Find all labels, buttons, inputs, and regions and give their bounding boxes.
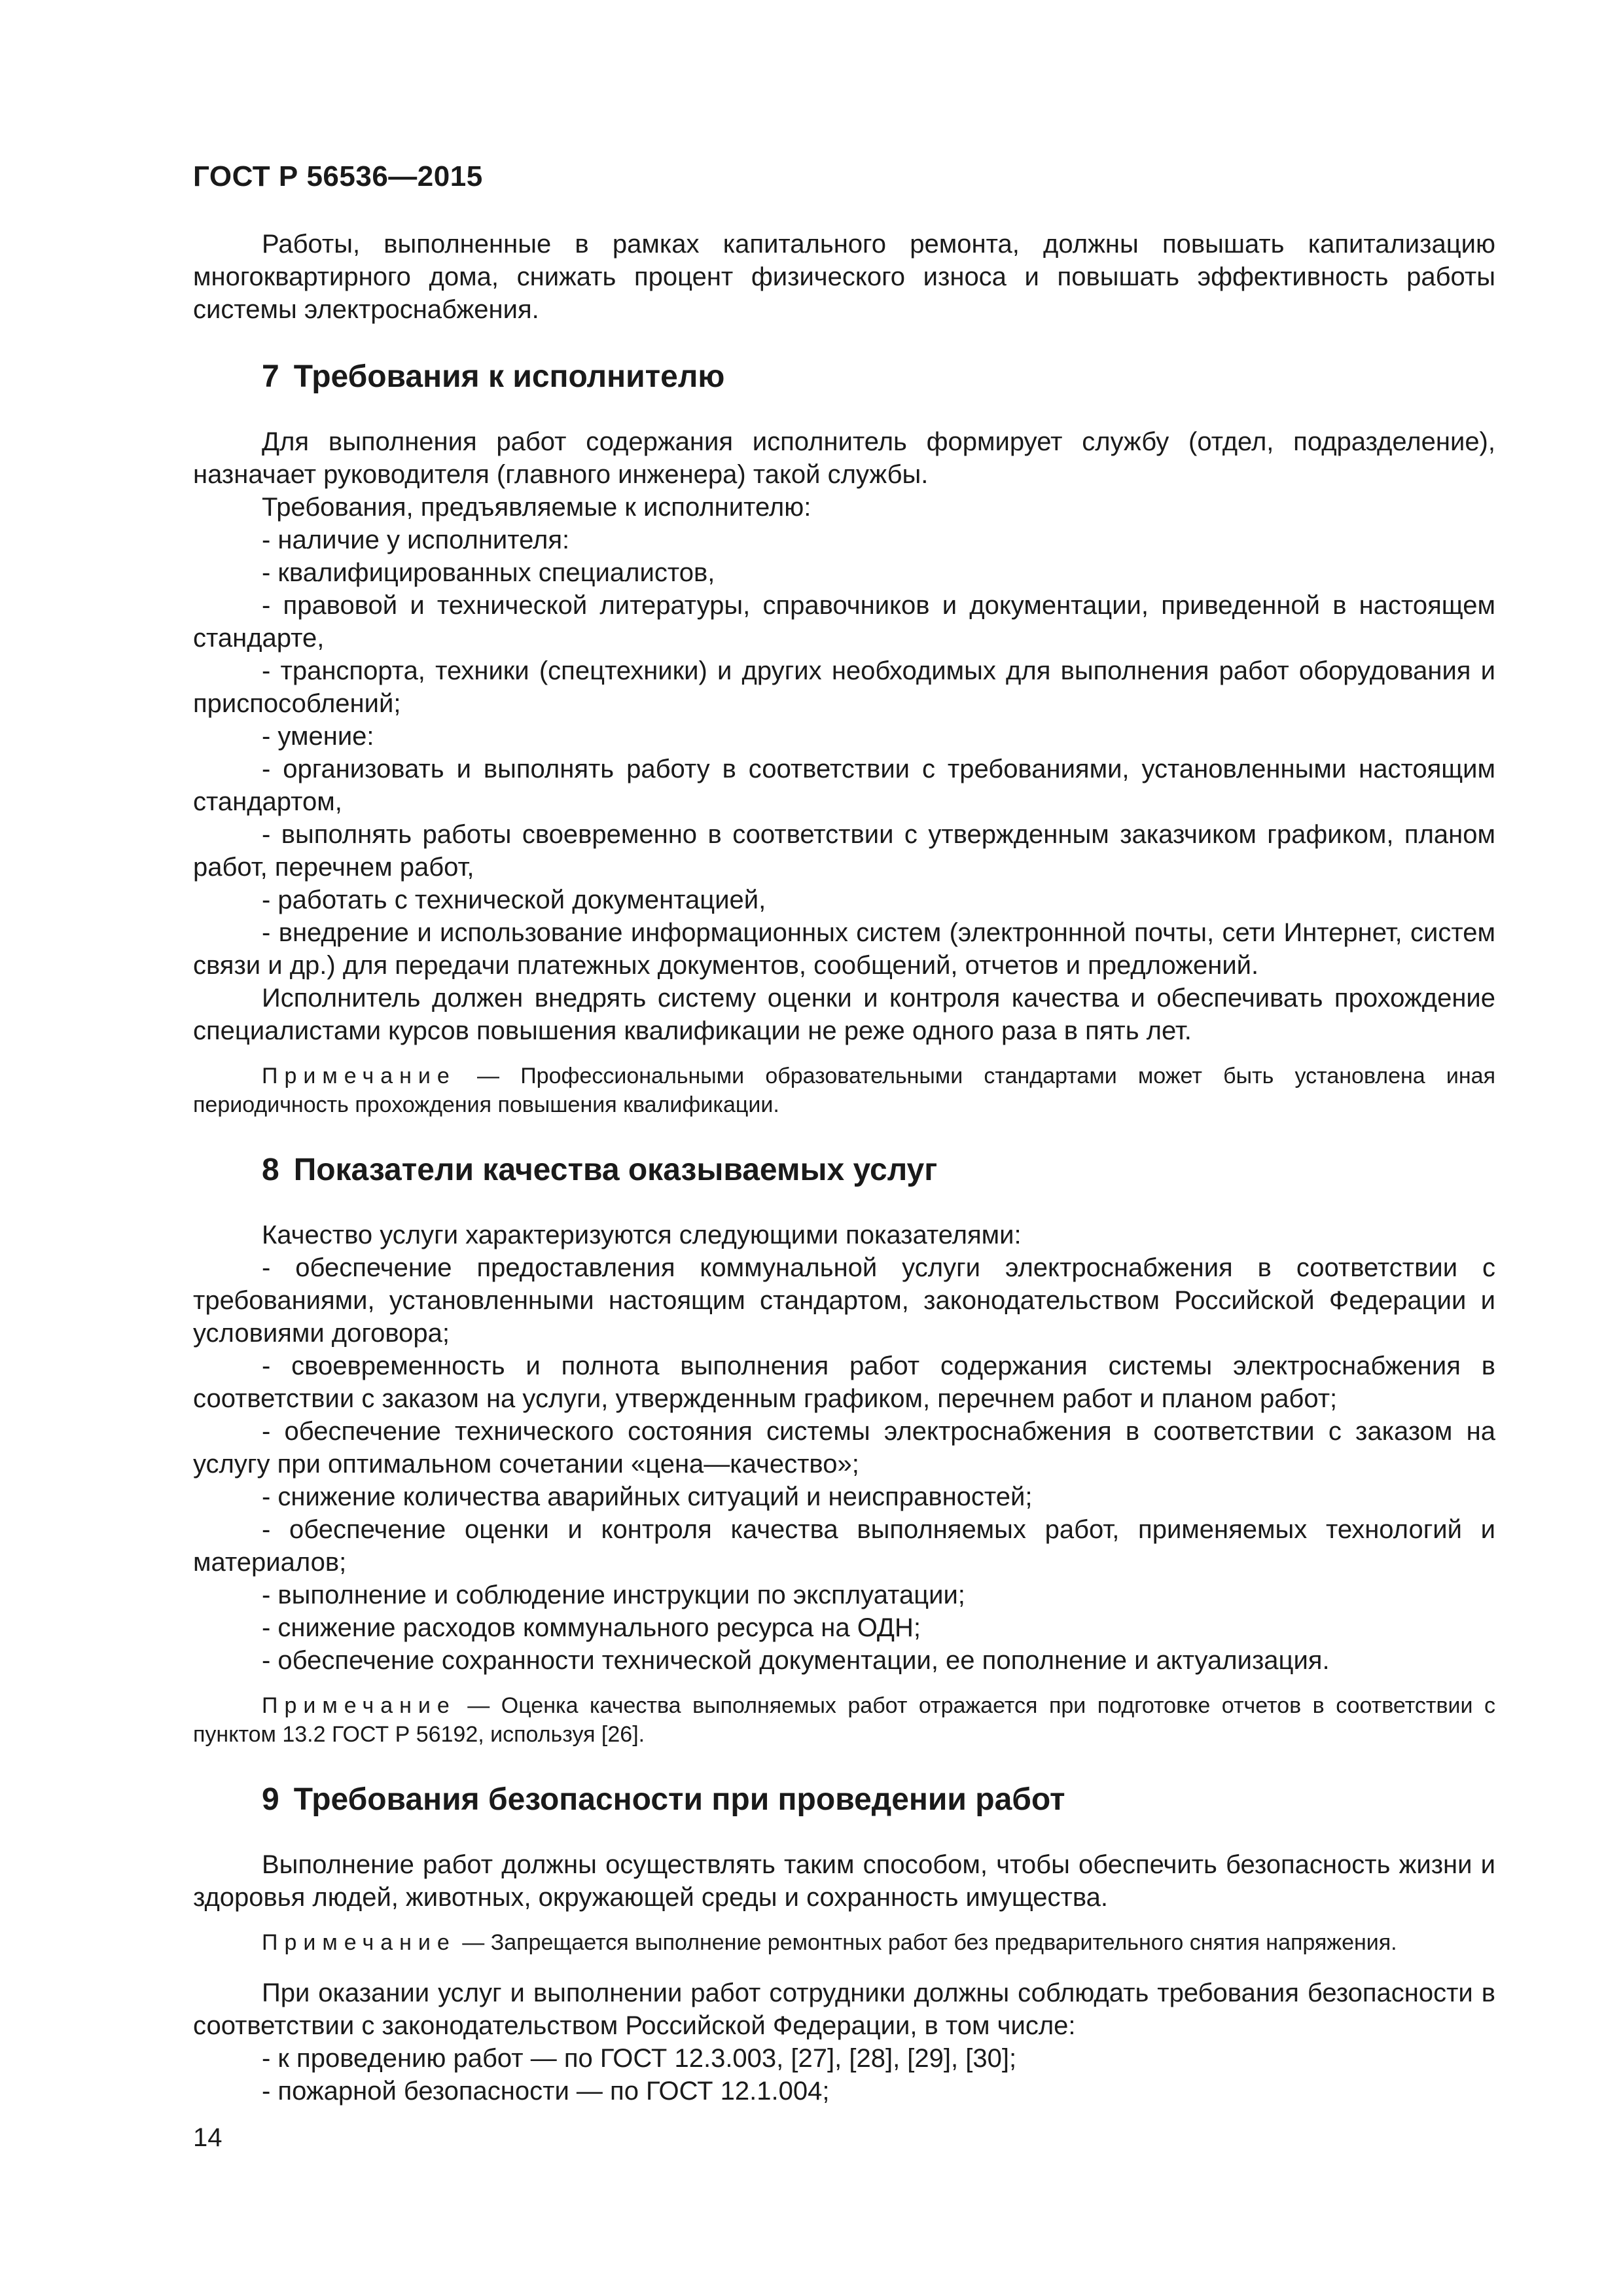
section-8-heading	[262, 1151, 1495, 1190]
list-item: - своевременность и полнота выполнения работ содержания системы электроснабжения в соответствии с заказом на услуги, утвержденным графиком, перечнем работ и планом работ;	[193, 1352, 1495, 1413]
note-label: Примечание	[262, 1693, 456, 1718]
paragraph: Исполнитель должен внедрять систему оценки и контроля качества и обеспечивать прохождение специалистами курсов повышения квалификации не реже одного раза в пять лет.	[193, 984, 1495, 1045]
document-body	[193, 228, 1495, 2108]
list-item: - организовать и выполнять работу в соответствии с требованиями, установленными настоящим стандартом,	[193, 755, 1495, 816]
section-title: Требования безопасности при проведении работ	[293, 1782, 1065, 1817]
paragraph: Для выполнения работ содержания исполнитель формирует службу (отдел, подразделение), назначает руководителя (главного инженера) такой службы.	[193, 427, 1495, 489]
list-item: - внедрение и использование информационных систем (электроннной почты, сети Интернет, систем связи и др.) для передачи платежных документов, сообщений, отчетов и предложений.	[193, 918, 1495, 980]
list-item: - обеспечение предоставления коммунальной услуги электроснабжения в соответствии с требованиями, установленными настоящим стандартом, законодательством Российской Федерации и условиями договора;	[193, 1253, 1495, 1348]
section-7-note	[193, 1062, 1495, 1119]
list-item: - обеспечение оценки и контроля качества выполняемых работ, применяемых технологий и материалов;	[193, 1515, 1495, 1577]
paragraph: При оказании услуг и выполнении работ сотрудники должны соблюдать требования безопасности в соответствии с законодательством Российской Федерации, в том числе:	[193, 1979, 1495, 2040]
intro-paragraph: Работы, выполненные в рамках капитального ремонта, должны повышать капитализацию многоквартирного дома, снижать процент физического износа и повышать эффективность работы системы электроснабжения.	[193, 230, 1495, 324]
list-item: - выполнять работы своевременно в соответствии с утвержденным заказчиком графиком, планом работ, перечнем работ,	[193, 820, 1495, 882]
paragraph: Требования, предъявляемые к исполнителю:	[262, 493, 812, 522]
note-text: — Запрещается выполнение ремонтных работ без предварительного снятия напряжения.	[455, 1930, 1397, 1955]
note-label: Примечание	[262, 1064, 456, 1088]
list-item: - правовой и технической литературы, справочников и документации, приведенной в настоящем стандарте,	[193, 591, 1495, 653]
list-item: - работать с технической документацией,	[262, 886, 766, 914]
note-text: — Оценка качества выполняемых работ отражается при подготовке отчетов в соответствии с пунктом 13.2 ГОСТ Р 56192, используя [26].	[193, 1693, 1495, 1747]
section-7-heading	[262, 357, 1495, 397]
section-number: 8	[262, 1153, 279, 1187]
list-item: - квалифицированных специалистов,	[262, 558, 715, 587]
section-title: Показатели качества оказываемых услуг	[293, 1153, 938, 1187]
section-9-heading	[262, 1780, 1495, 1820]
spacer	[193, 1957, 1495, 1977]
list-item: - обеспечение сохранности технической документации, ее пополнение и актуализация.	[262, 1646, 1330, 1675]
section-number: 9	[262, 1782, 279, 1817]
paragraph: Выполнение работ должны осуществлять таким способом, чтобы обеспечить безопасность жизни и здоровья людей, животных, окружающей среды и сохранность имущества.	[193, 1850, 1495, 1912]
list-item: - наличие у исполнителя:	[262, 526, 570, 554]
list-item: - к проведению работ — по ГОСТ 12.3.003, [27], [28], [29], [30];	[262, 2044, 1017, 2073]
list-item: - снижение количества аварийных ситуаций и неисправностей;	[262, 1482, 1033, 1511]
document-header: ГОСТ Р 56536—2015	[193, 160, 483, 192]
list-item: - пожарной безопасности — по ГОСТ 12.1.004;	[262, 2077, 830, 2106]
section-title: Требования к исполнителю	[293, 359, 725, 394]
note-text: — Профессиональными образовательными стандартами может быть установлена иная периодичность прохождения повышения квалификации.	[193, 1064, 1495, 1117]
list-item: - транспорта, техники (спецтехники) и других необходимых для выполнения работ оборудования и приспособлений;	[193, 656, 1495, 718]
section-number: 7	[262, 359, 279, 394]
section-9-note	[193, 1928, 1495, 1957]
list-item: - умение:	[262, 722, 374, 751]
list-item: - выполнение и соблюдение инструкции по эксплуатации;	[262, 1581, 965, 1609]
list-item: - снижение расходов коммунального ресурса на ОДН;	[262, 1613, 921, 1642]
section-8-note	[193, 1691, 1495, 1749]
list-item: - обеспечение технического состояния системы электроснабжения в соответствии с заказом на услугу при оптимальном сочетании «цена—качество»;	[193, 1417, 1495, 1479]
note-label: Примечание	[262, 1930, 456, 1955]
paragraph: Качество услуги характеризуются следующими показателями:	[262, 1221, 1022, 1249]
page-number: 14	[193, 2123, 223, 2152]
